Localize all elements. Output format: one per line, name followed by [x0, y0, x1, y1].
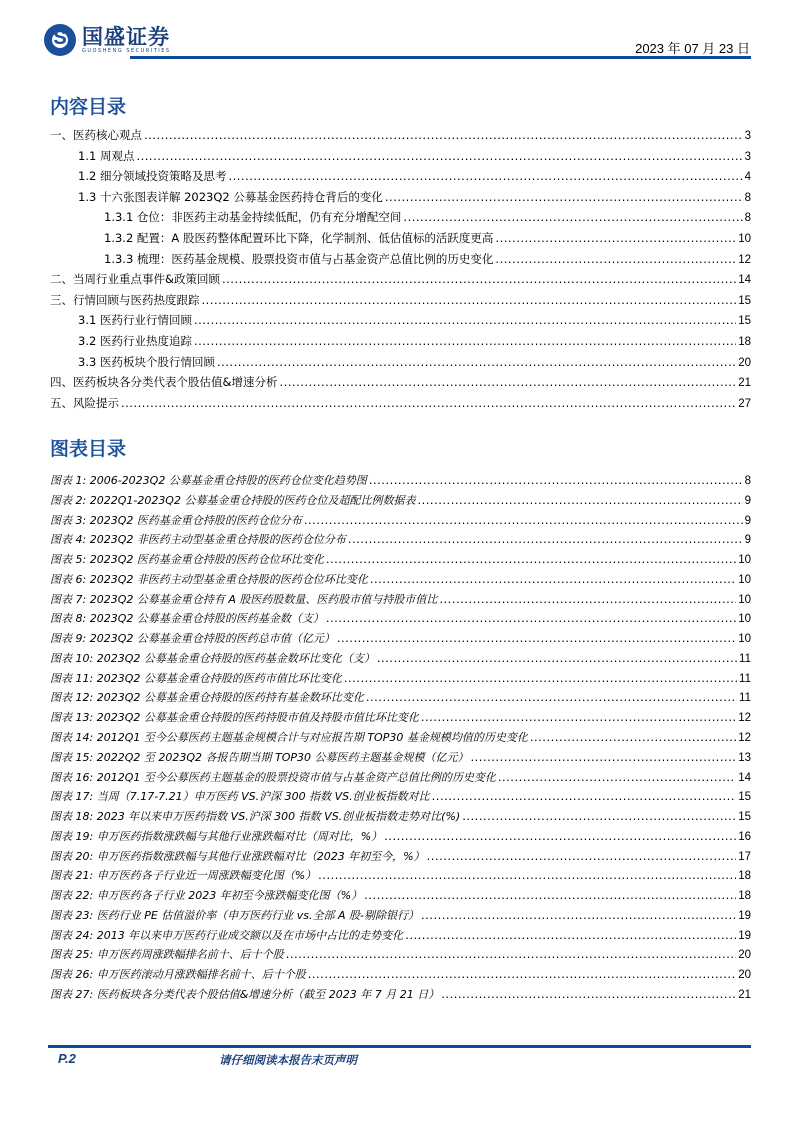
- figure-entry-page[interactable]: 8: [744, 475, 751, 487]
- toc-entry[interactable]: [50, 148, 751, 166]
- dot-leader: [498, 770, 736, 784]
- dot-leader: [344, 671, 737, 685]
- figure-entry-page[interactable]: 15: [738, 791, 751, 804]
- dot-leader: [495, 252, 736, 266]
- figure-entry[interactable]: [50, 788, 751, 806]
- toc-entry-page[interactable]: 3: [744, 130, 751, 142]
- figure-entry-label[interactable]: 图表 9: 2023Q2 公募基金重仓持股的医药总市值（亿元）: [50, 632, 335, 646]
- toc-entry-label[interactable]: 五、风险提示: [50, 395, 119, 410]
- dot-leader: [471, 750, 737, 764]
- dot-leader: [421, 710, 736, 724]
- toc-entry[interactable]: [50, 189, 751, 207]
- dot-leader: [377, 651, 737, 665]
- figure-entry[interactable]: [50, 966, 751, 984]
- dot-leader: [194, 313, 736, 327]
- dot-leader: [304, 513, 743, 527]
- toc-title: 内容目录: [50, 96, 127, 118]
- figure-entry-page[interactable]: 18: [738, 890, 751, 903]
- figure-entry-page[interactable]: 21: [738, 989, 751, 1002]
- figure-entry-page[interactable]: 16: [738, 830, 751, 843]
- figure-entry-label[interactable]: 图表 23: 医药行业 PE 估值溢价率（申万医药行业 vs.全部 A 股-剔除银行）: [50, 908, 419, 922]
- toc-entry-page[interactable]: 12: [738, 253, 751, 266]
- logo-icon: [44, 24, 76, 56]
- toc-entry-label[interactable]: 1.2 细分领域投资策略及思考: [78, 169, 227, 184]
- figure-entry[interactable]: [50, 848, 751, 866]
- dot-leader: [366, 690, 737, 704]
- toc-entry-label[interactable]: 二、当周行业重点事件&政策回顾: [50, 272, 220, 287]
- figure-entry-page[interactable]: 20: [738, 949, 751, 962]
- figure-entry-page[interactable]: 9: [744, 514, 751, 527]
- toc-entry-page[interactable]: 8: [744, 212, 751, 225]
- figure-entry-label[interactable]: 图表 21: 申万医药各子行业近一周涨跌幅变化图（%）: [50, 869, 317, 883]
- dot-leader: [427, 849, 737, 863]
- figure-entry-page[interactable]: 11: [739, 672, 751, 685]
- figure-entry[interactable]: [50, 867, 751, 885]
- toc-entry-label[interactable]: 3.2 医药行业热度追踪: [78, 334, 192, 348]
- toc-entry-label[interactable]: 1.3.1 仓位：非医药主动基金持续低配，仍有充分增配空间: [104, 210, 402, 225]
- toc-entry[interactable]: [50, 127, 751, 145]
- toc-entry-label[interactable]: 1.3.3 梳理：医药基金规模、股票投资市值与占基金资产总值比例的历史变化: [104, 251, 494, 266]
- figure-entry[interactable]: [50, 512, 751, 530]
- figure-entry[interactable]: [50, 828, 751, 846]
- figure-entry-label[interactable]: 图表 10: 2023Q2 公募基金重仓持股的医药基金数环比变化（支）: [50, 651, 375, 665]
- dot-leader: [441, 987, 736, 1001]
- figure-entry-label[interactable]: 图表 14: 2012Q1 至今公募医药主题基金规模合计与对应报告期 TOP30 基金规模均值的历史变化: [50, 731, 528, 744]
- toc-entry[interactable]: [50, 333, 751, 351]
- figure-entry-page[interactable]: 19: [738, 929, 751, 942]
- toc-entry[interactable]: [50, 209, 751, 227]
- toc-entry[interactable]: [50, 395, 751, 413]
- figure-entry-page[interactable]: 13: [738, 751, 751, 764]
- toc-entry-page[interactable]: 20: [738, 356, 751, 369]
- figure-entry-label[interactable]: 图表 22: 申万医药各子行业 2023 年初至今涨跌幅变化图（%）: [50, 889, 363, 903]
- figure-entry-label[interactable]: 图表 4: 2023Q2 非医药主动型基金重仓持股的医药仓位分布: [50, 533, 346, 547]
- toc-entry-label[interactable]: 1.1 周观点: [78, 148, 135, 163]
- toc-entry-page[interactable]: 15: [738, 294, 751, 307]
- toc-entry-page[interactable]: 4: [744, 171, 751, 184]
- figure-entry-page[interactable]: 11: [739, 692, 751, 705]
- figure-entry[interactable]: [50, 808, 751, 826]
- figure-list-title: 图表目录: [50, 438, 127, 460]
- toc-entry-label[interactable]: 三、行情回顾与医药热度跟踪: [50, 292, 200, 307]
- figure-entry-page[interactable]: 18: [738, 870, 751, 883]
- dot-leader: [432, 789, 737, 803]
- toc-entry[interactable]: [50, 251, 751, 269]
- figure-entry-label[interactable]: 图表 5: 2023Q2 医药基金重仓持股的医药仓位环比变化: [50, 553, 324, 567]
- page-number: P.2: [58, 1051, 76, 1066]
- figure-entry-label[interactable]: 图表 7: 2023Q2 公募基金重仓持有 A 股医药股数量、医药股市值与持股市值比: [50, 592, 438, 606]
- figure-entry[interactable]: [50, 531, 751, 549]
- logo-name-cn: 国盛证券: [82, 24, 170, 49]
- figure-entry[interactable]: [50, 729, 751, 747]
- figure-entry[interactable]: [50, 571, 751, 589]
- toc-entry[interactable]: [50, 374, 751, 392]
- figure-entry-page[interactable]: 10: [738, 613, 751, 626]
- dot-leader: [318, 868, 736, 882]
- figure-entry-page[interactable]: 11: [739, 652, 751, 665]
- dot-leader: [121, 396, 736, 410]
- dot-leader: [194, 334, 736, 348]
- dot-leader: [337, 631, 736, 645]
- toc-entry-page[interactable]: 14: [738, 274, 751, 287]
- toc-entry-page[interactable]: 27: [738, 397, 751, 410]
- dot-leader: [222, 272, 736, 286]
- dot-leader: [326, 552, 736, 566]
- dot-leader: [369, 473, 743, 487]
- figure-entry-label[interactable]: 图表 25: 申万医药周涨跌幅排名前十、后十个股: [50, 948, 284, 962]
- dot-leader: [421, 908, 736, 922]
- figure-entry-page[interactable]: 17: [738, 850, 751, 863]
- figure-entry-label[interactable]: 图表 3: 2023Q2 医药基金重仓持股的医药仓位分布: [50, 513, 302, 527]
- dot-leader: [144, 128, 743, 142]
- figure-entry-label[interactable]: 图表 12: 2023Q2 公募基金重仓持股的医药持有基金数环比变化: [50, 691, 364, 705]
- dot-leader: [286, 947, 737, 961]
- dot-leader: [308, 967, 737, 981]
- figure-entry[interactable]: [50, 610, 751, 628]
- dot-leader: [439, 592, 736, 606]
- figure-entry-label[interactable]: 图表 11: 2023Q2 公募基金重仓持股的医药市值比环比变化: [50, 671, 342, 685]
- figure-entry[interactable]: [50, 769, 751, 787]
- figure-entry-label[interactable]: 图表 24: 2013 年以来申万医药行业成交额以及在市场中占比的走势变化: [50, 928, 404, 942]
- logo-name-en: GUOSHENG SECURITIES: [82, 48, 171, 54]
- figure-entry-label[interactable]: 图表 18: 2023 年以来申万医药指数 VS.沪深 300 指数 VS.创业板指数走势对比(%): [50, 810, 461, 824]
- dot-leader: [202, 293, 737, 307]
- figure-entry-label[interactable]: 图表 17: 当周（7.17-7.21）申万医药 VS.沪深 300 指数 VS.创业板指数对比: [50, 790, 430, 804]
- toc-entry-label[interactable]: 1.3.2 配置：A 股医药整体配置环比下降，化学制剂、低估值标的活跃度更高: [104, 231, 494, 245]
- figure-entry[interactable]: [50, 907, 751, 925]
- toc-entry[interactable]: [50, 271, 751, 289]
- toc-entry-page[interactable]: 10: [738, 233, 751, 245]
- figure-entry-label[interactable]: 图表 16: 2012Q1 至今公募医药主题基金的股票投资市值与占基金资产总值比例的历史变化: [50, 770, 496, 784]
- figure-entry-page[interactable]: 14: [738, 771, 751, 784]
- figure-entry-label[interactable]: 图表 20: 申万医药指数涨跌幅与其他行业涨跌幅对比（2023 年初至今，%）: [50, 849, 425, 863]
- disclaimer-note: 请仔细阅读本报告末页声明: [219, 1053, 357, 1067]
- figure-entry[interactable]: [50, 986, 751, 1004]
- figure-entry-label[interactable]: 图表 15: 2022Q2 至 2023Q2 各报告期当期 TOP30 公募医药主题基金规模（亿元）: [50, 750, 469, 764]
- figure-entry[interactable]: [50, 591, 751, 609]
- figure-entry[interactable]: [50, 946, 751, 964]
- figure-entry-page[interactable]: 9: [744, 494, 751, 507]
- dot-leader: [384, 829, 736, 843]
- figure-entry-label[interactable]: 图表 8: 2023Q2 公募基金重仓持股的医药基金数（支）: [50, 612, 324, 626]
- figure-entry[interactable]: [50, 650, 751, 668]
- dot-leader: [370, 572, 736, 586]
- figure-entry[interactable]: [50, 927, 751, 945]
- figure-entry[interactable]: [50, 630, 751, 648]
- footer-divider: [48, 1045, 751, 1048]
- figure-entry-label[interactable]: 图表 26: 申万医药滚动月涨跌幅排名前十、后十个股: [50, 968, 306, 982]
- figure-entry-page[interactable]: 12: [738, 712, 751, 725]
- figure-entry-label[interactable]: 图表 6: 2023Q2 非医药主动型基金重仓持股的医药仓位环比变化: [50, 572, 368, 586]
- dot-leader: [217, 355, 736, 369]
- figure-entry-page[interactable]: 10: [738, 554, 751, 567]
- figure-entry[interactable]: [50, 689, 751, 707]
- figure-entry-page[interactable]: 19: [738, 909, 751, 922]
- dot-leader: [136, 149, 742, 163]
- dot-leader: [530, 730, 736, 744]
- toc-entry-page[interactable]: 15: [738, 315, 751, 328]
- dot-leader: [495, 231, 736, 245]
- dot-leader: [364, 888, 736, 902]
- dot-leader: [385, 190, 743, 204]
- figure-entry-page[interactable]: 10: [738, 573, 751, 586]
- dot-leader: [403, 210, 742, 224]
- figure-entry-page[interactable]: 10: [738, 593, 751, 606]
- dot-leader: [405, 928, 736, 942]
- report-date: 2023 年 07 月 23 日: [635, 41, 750, 56]
- toc-entry[interactable]: [50, 230, 751, 248]
- toc-entry-label[interactable]: 1.3 十六张图表详解 2023Q2 公募基金医药持仓背后的变化: [78, 189, 383, 204]
- toc-entry-page[interactable]: 3: [744, 150, 751, 163]
- toc-entry[interactable]: [50, 292, 751, 310]
- dot-leader: [417, 493, 742, 507]
- figure-entry-page[interactable]: 15: [738, 811, 751, 824]
- toc-entry-label[interactable]: 一、医药核心观点: [50, 128, 142, 142]
- figure-entry-page[interactable]: 9: [744, 534, 751, 547]
- figure-entry-label[interactable]: 图表 19: 申万医药指数涨跌幅与其他行业涨跌幅对比（周对比，%）: [50, 829, 383, 843]
- toc-entry[interactable]: [50, 354, 751, 372]
- header-divider: [130, 56, 751, 59]
- figure-entry[interactable]: [50, 472, 751, 490]
- toc-entry[interactable]: [50, 168, 751, 186]
- toc-entry-label[interactable]: 四、医药板块各分类代表个股估值&增速分析: [50, 375, 278, 390]
- figure-entry[interactable]: [50, 749, 751, 767]
- figure-entry[interactable]: [50, 709, 751, 727]
- toc-entry-page[interactable]: 8: [744, 191, 751, 204]
- figure-entry-label[interactable]: 图表 2: 2022Q1-2023Q2 公募基金重仓持股的医药仓位及超配比例数据表: [50, 493, 416, 507]
- dot-leader: [462, 809, 736, 823]
- figure-entry-page[interactable]: 12: [738, 732, 751, 744]
- toc-entry-label[interactable]: 3.1 医药行业行情回顾: [78, 313, 192, 328]
- toc-entry-page[interactable]: 21: [738, 377, 751, 390]
- figure-entry-page[interactable]: 20: [738, 969, 751, 982]
- figure-entry[interactable]: [50, 670, 751, 688]
- toc-entry[interactable]: [50, 312, 751, 330]
- figure-entry[interactable]: [50, 492, 751, 510]
- figure-entry-label[interactable]: 图表 13: 2023Q2 公募基金重仓持股的医药持股市值及持股市值比环比变化: [50, 711, 419, 725]
- figure-entry-label[interactable]: 图表 27: 医药板块各分类代表个股估值&增速分析（截至 2023 年 7 月 21 日）: [50, 988, 440, 1002]
- figure-entry[interactable]: [50, 887, 751, 905]
- toc-entry-label[interactable]: 3.3 医药板块个股行情回顾: [78, 354, 215, 369]
- figure-entry[interactable]: [50, 551, 751, 569]
- dot-leader: [348, 532, 743, 546]
- dot-leader: [279, 375, 736, 389]
- toc-entry-page[interactable]: 18: [738, 336, 751, 348]
- figure-entry-page[interactable]: 10: [738, 633, 751, 646]
- dot-leader: [326, 611, 736, 625]
- dot-leader: [228, 169, 742, 183]
- figure-entry-label[interactable]: 图表 1: 2006-2023Q2 公募基金重仓持股的医药仓位变化趋势图: [50, 474, 367, 487]
- company-logo: [44, 24, 171, 56]
